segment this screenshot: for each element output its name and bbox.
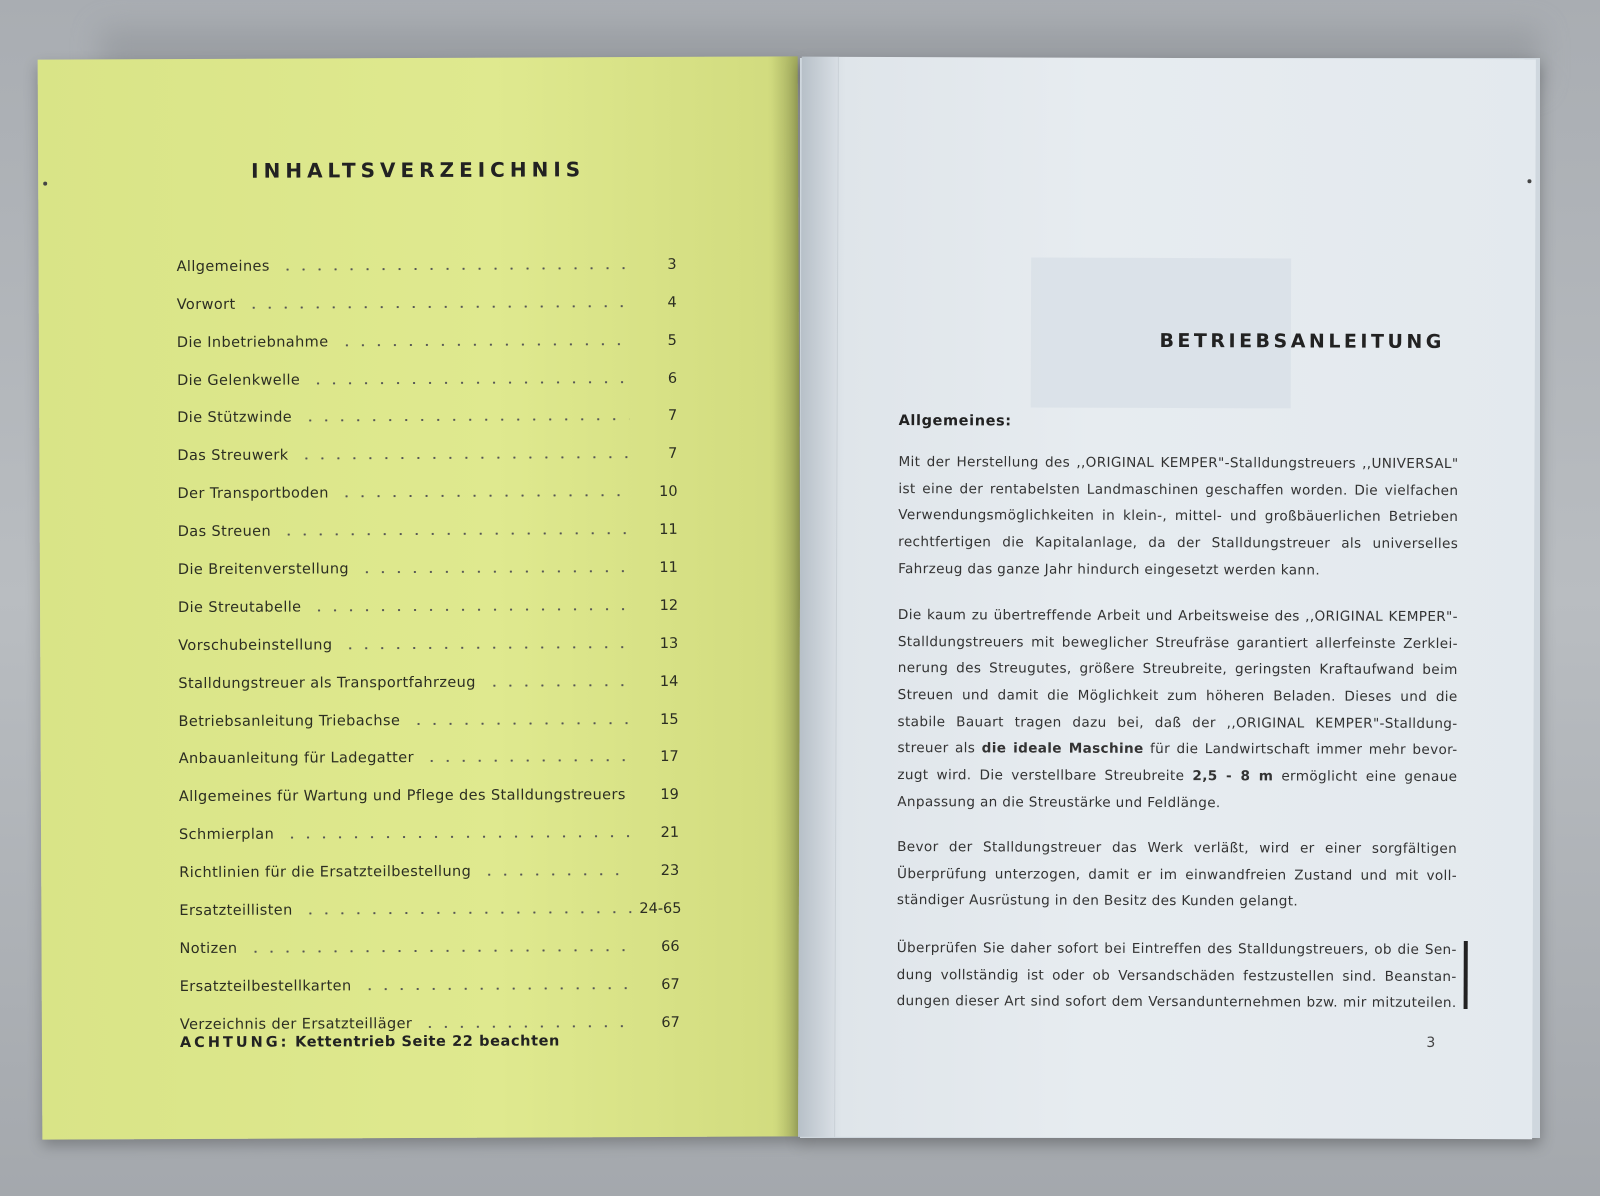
attention-text: Kettentrieb Seite 22 beachten <box>295 1033 560 1051</box>
toc-entry-label: Notizen <box>179 940 238 957</box>
toc-leader-dots <box>486 684 631 687</box>
toc-entry-page: 12 <box>659 597 679 614</box>
text-line: ständiger Ausrüstung in den Besitz des Kunden gelangt. <box>896 892 1299 910</box>
text-line: stabile Bauart tragen dazu bei, daß der ,,ORIGINAL KEMPER"-Stalldung- <box>897 713 1458 732</box>
toc-leader-dots <box>284 835 631 839</box>
toc-entry-label: Stalldungstreuer als Transportfahrzeug <box>178 674 476 692</box>
toc-leader-dots <box>339 343 629 346</box>
toc-leader-dots <box>362 987 632 990</box>
attention-notice <box>180 1033 560 1051</box>
toc-entry-page: 24-65 <box>639 900 682 918</box>
toc-entry <box>179 727 679 767</box>
text-segment: für die Landwirtschaft immer mehr bevor- <box>1150 741 1458 759</box>
toc-entry-label: Allgemeines <box>176 258 270 275</box>
toc-leader-dots <box>302 419 629 422</box>
revision-bar <box>1464 941 1468 1009</box>
toc-leader-dots <box>310 381 629 384</box>
text-line: dungen dieser Art sind sofort dem Versandunternehmen bzw. mir mitzuteilen. <box>896 993 1457 1012</box>
text-line: Anpassung an die Streustärke und Feldlänge. <box>897 793 1221 812</box>
toc-entry <box>177 386 677 426</box>
toc-entry-label: Allgemeines für Wartung und Pflege des Stalldungstreuers <box>178 787 626 806</box>
toc-entry-page: 13 <box>659 635 679 652</box>
section-heading: Allgemeines: <box>898 413 1012 430</box>
toc-entry-label: Die Gelenkwelle <box>177 372 301 389</box>
toc-leader-dots <box>339 494 630 497</box>
toc-entry-page: 67 <box>661 1014 680 1031</box>
text-line: Verwendungsmöglichkeiten in klein-, mittel- und großbäuerlichen Betrieben <box>898 507 1459 526</box>
document-title: BETRIEBSANLEITUNG <box>1159 329 1445 353</box>
toc-entry <box>177 424 677 464</box>
toc-entry-page: 10 <box>659 484 678 501</box>
toc-entry-page: 15 <box>660 711 679 728</box>
toc-title: INHALTSVERZEICHNIS <box>251 157 586 183</box>
toc-leader-dots <box>248 949 632 953</box>
toc-entry-page: 6 <box>667 370 678 387</box>
toc-leader-dots <box>299 456 630 459</box>
text-segment: zugt wird. Die verstellbare Streubreite <box>897 767 1185 785</box>
toc-entry-label: Das Streuwerk <box>177 447 289 465</box>
toc-entry <box>178 690 678 730</box>
toc-entry <box>179 841 679 881</box>
text-line: Überprüfen Sie daher sofort bei Eintreffen des Stalldungstreuers, ob die Sen- <box>896 940 1457 959</box>
toc-entry-label: Schmierplan <box>178 826 275 844</box>
toc-leader-dots <box>424 760 631 763</box>
toc-entry <box>179 917 679 957</box>
toc-entry-page: 4 <box>667 294 677 311</box>
toc-leader-dots <box>246 305 629 309</box>
toc-entry-label: Die Streutabelle <box>178 599 302 616</box>
toc-leader-dots <box>422 1025 632 1028</box>
toc-entry <box>178 652 678 692</box>
toc-entry-label: Der Transportboden <box>177 485 329 503</box>
toc-leader-dots <box>410 722 630 725</box>
toc-entry-label: Die Inbetriebnahme <box>176 334 329 351</box>
toc-leader-dots <box>280 267 629 271</box>
toc-entry-label: Vorwort <box>176 296 236 313</box>
text-line: Die kaum zu übertreffende Arbeit und Arbeitsweise des ,,ORIGINAL KEMPER"- <box>897 607 1458 626</box>
toc-entry-page: 23 <box>660 863 680 880</box>
toc-entry <box>177 273 677 313</box>
toc-entry-label: Ersatzteilbestellkarten <box>179 978 352 995</box>
right-page-manual <box>798 57 1536 1140</box>
toc-entry <box>179 765 679 805</box>
text-line: Mit der Herstellung des ,,ORIGINAL KEMPER"-Stalldungstreuers ,,UNIVERSAL" <box>898 454 1459 473</box>
toc-entry <box>178 500 678 540</box>
text-line: Überprüfung unterzogen, damit er im einwandfreien Zustand und mit voll- <box>897 865 1458 884</box>
toc-entry-label: Verzeichnis der Ersatzteilläger <box>179 1015 413 1033</box>
emphasis-text: die ideale Maschine <box>981 740 1144 758</box>
paragraph-3 <box>897 834 1457 916</box>
text-line: Fahrzeug das ganze Jahr hindurch eingesetzt werden kann. <box>898 560 1321 579</box>
toc-entry <box>180 955 680 995</box>
toc-leader-dots <box>303 911 632 914</box>
toc-entry-label: Die Stützwinde <box>177 410 293 427</box>
text-line: rechtfertigen die Kapitalanlage, da der Stalldungstreuer als universelles <box>898 534 1459 553</box>
toc-entry-label: Betriebsanleitung Triebachse <box>178 712 401 730</box>
toc-entry-label: Die Breitenverstellung <box>177 561 350 579</box>
toc-entry-page: 19 <box>660 787 679 804</box>
text-segment: ermöglicht eine genaue <box>1281 768 1458 786</box>
paragraph-4 <box>897 935 1457 1017</box>
text-line: Stalldungstreuers mit beweglicher Streufräse garantiert allerfeinste Zerklei- <box>897 633 1458 652</box>
toc-entry <box>176 235 676 275</box>
toc-entry <box>179 879 682 920</box>
text-line: dung vollständig ist oder ob Versandschäden festzustellen sind. Beanstan- <box>896 966 1457 985</box>
toc-entry <box>177 462 677 502</box>
attention-label: ACHTUNG: <box>179 1034 290 1052</box>
text-line: Streuen und damit die Möglichkeit zum höheren Beladen. Dieses und die <box>897 687 1458 706</box>
toc-leader-dots <box>281 532 630 536</box>
toc-entry-label: Vorschubeinstellung <box>178 637 333 654</box>
paragraph-2 <box>897 602 1458 817</box>
toc-leader-dots <box>342 646 630 649</box>
emphasis-text: 2,5 - 8 m <box>1192 768 1274 785</box>
toc-entry-page: 67 <box>661 976 680 993</box>
text-segment: streuer als <box>897 740 976 757</box>
toc-entry-page: 17 <box>660 749 679 766</box>
toc-entry-page: 11 <box>659 559 678 576</box>
toc-leader-dots <box>481 873 631 876</box>
toc-entry-page: 5 <box>667 332 677 349</box>
text-line <box>897 762 1457 791</box>
toc-list <box>176 235 682 1033</box>
toc-entry-page: 14 <box>659 673 679 690</box>
toc-entry-label: Ersatzteillisten <box>179 902 293 920</box>
text-line: nerung des Streugutes, größere Streubreite, geringsten Kraftaufwand beim <box>897 660 1458 679</box>
text-line <box>897 735 1457 764</box>
text-line: ist eine der rentabelsten Landmaschinen geschaffen worden. Die vielfachen <box>898 480 1459 499</box>
toc-entry-page: 21 <box>660 825 680 842</box>
toc-entry-page: 7 <box>668 446 678 463</box>
toc-entry <box>178 576 678 616</box>
toc-leader-dots <box>359 570 630 573</box>
page-binding <box>798 57 839 1137</box>
toc-entry-page: 3 <box>667 256 677 273</box>
text-line: Bevor der Stalldungstreuer das Werk verläßt, wird er einer sorgfältigen <box>897 839 1458 858</box>
toc-leader-dots <box>312 608 631 611</box>
toc-entry <box>177 349 677 389</box>
toc-entry-label: Richtlinien für die Ersatzteilbestellung <box>179 863 472 882</box>
page-number: 3 <box>1426 1034 1436 1051</box>
toc-entry <box>178 614 678 654</box>
toc-entry <box>177 311 677 351</box>
toc-entry-label: Anbauanleitung für Ladegatter <box>178 750 414 768</box>
page-edge-mark <box>1527 179 1531 183</box>
toc-entry <box>178 538 678 578</box>
toc-entry-page: 7 <box>667 408 678 425</box>
toc-entry-page: 66 <box>661 938 680 955</box>
toc-entry-label: Das Streuen <box>177 523 272 541</box>
left-page-table-of-contents <box>38 56 803 1139</box>
toc-entry-page: 11 <box>659 522 678 539</box>
toc-entry <box>179 803 679 843</box>
toc-entry <box>180 993 680 1033</box>
paragraph-1 <box>898 449 1458 584</box>
